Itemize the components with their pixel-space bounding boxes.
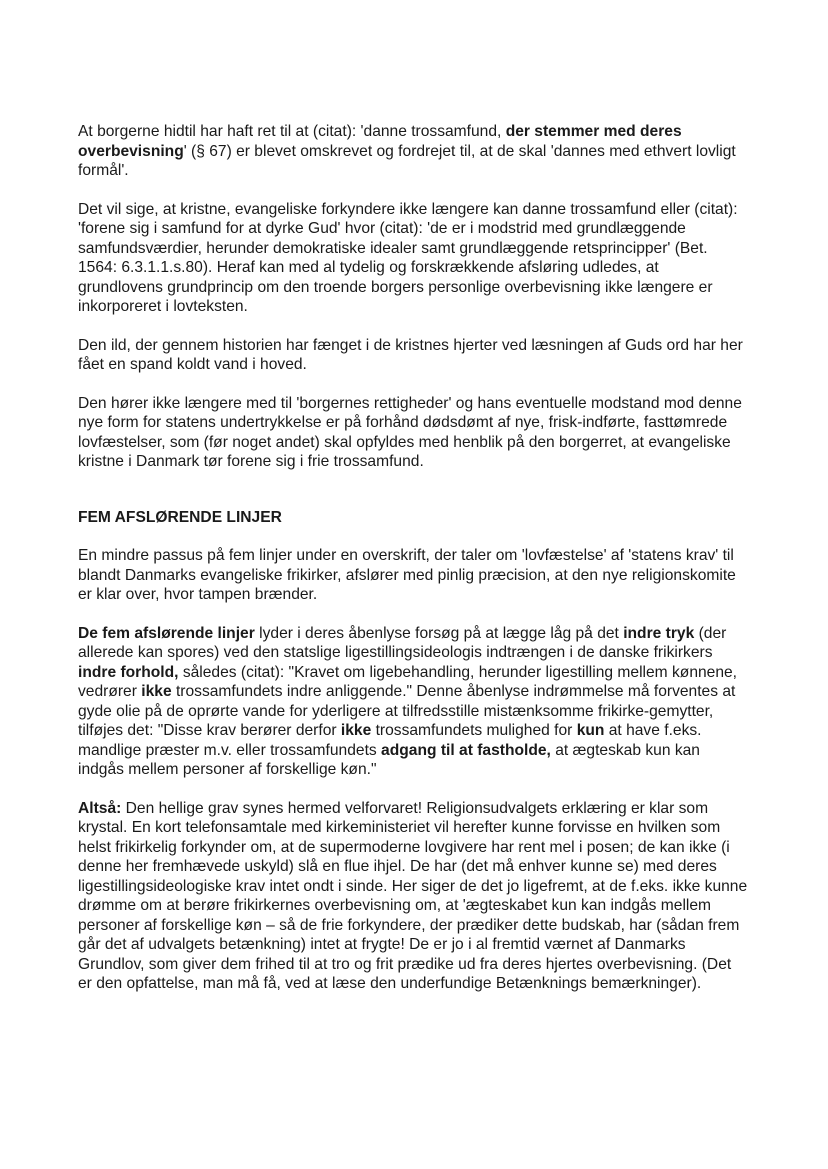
bold-text: der stemmer med deres overbevisning <box>78 123 682 160</box>
text: at ægteskab kun kan indgås mellem personer af forskellige køn." <box>78 741 700 778</box>
text: således (citat): "Kravet om ligebehandling, herunder ligestilling mellem kønnene, vedrører <box>78 663 738 700</box>
text: (der allerede kan spores) ved den statslige ligestillingsideologis indtrængen i de danske frikirkers <box>78 624 727 661</box>
text: Den hellige grav synes hermed velforvaret! Religionsudvalgets erklæring er klar som krystal. En kort telefonsamtale med kirkeministeriet vil herefter kunne forvisse en hvilken som helst frikirkelig forkynder om, at de supermoderne lovgivere har rent mel i posen; de kan ikke (i denne her fremhævede uskyld) slå en flue ihjel. De har (det må enhver kunne se) med deres ligestillingsideologiske krav intet ondt i sinde. Her siger de det jo ligefremt, at de f.eks. ikke kunne drømme om at berøre frikirkernes overbevisning om, at 'ægteskabet kun kan indgås mellem personer af forskellige køn – så de frie forkyndere, der prædiker dette budskab, har (sådan frem går det af udvalgets betænkning) intet at frygte! De er jo i al fremtid værnet af Danmarks Grundlov, som giver dem frihed til at tro og frit prædike ud fra deres hjertes overbevisning. (Det er den opfattelse, man må få, ved at læse den underfundige Betænknings bemærkninger). <box>78 799 748 992</box>
text: At borgerne hidtil har haft ret til at (citat): 'danne trossamfund, <box>78 123 506 140</box>
bold-text: De fem afslørende linjer <box>78 624 255 642</box>
text: ' (§ 67) er blevet omskrevet og fordrejet til, at de skal 'dannes med ethvert lovligt formål'. <box>78 142 736 179</box>
bold-text: ikke <box>141 683 172 700</box>
bold-text: adgang til at fastholde, <box>381 741 551 759</box>
bold-text: indre forhold, <box>78 663 179 681</box>
text: at have f.eks. mandlige præster m.v. eller trossamfundets <box>78 722 702 759</box>
text: lyder i deres åbenlyse forsøg på at lægge låg på det <box>254 624 624 642</box>
bold-text: kun <box>576 722 605 739</box>
paragraph-7 <box>78 799 748 994</box>
paragraph-6 <box>78 624 748 780</box>
text: trossamfundets mulighed for <box>371 722 577 739</box>
paragraph-5: En mindre passus på fem linjer under en overskrift, der taler om 'lovfæstelse' af 'statens krav' til blandt Danmarks evangeliske frikirker, afslører med pinlig præcision, at den nye religionskomite er klar over, hvor tampen brænder. <box>78 547 736 603</box>
bold-text: Altså: <box>78 799 122 817</box>
bold-text: indre tryk <box>623 624 695 642</box>
text: trossamfundets indre anliggende." Denne åbenlyse indrømmelse må forventes at gyde olie på de oprørte vande for yderligere at tilfredsstille mistænksomme frikirke-gemytter, tilføjes det: "Disse krav berører derfor <box>78 683 736 739</box>
paragraph-3: Den ild, der gennem historien har fænget i de kristnes hjerter ved læsningen af Guds ord har her fået en spand koldt vand i hoved. <box>78 336 743 373</box>
bold-text: ikke <box>340 722 372 739</box>
paragraph-2: Det vil sige, at kristne, evangeliske forkyndere ikke længere kan danne trossamfund eller (citat): 'forene sig i samfund for at dyrke Gud' hvor (citat): 'de er i modstrid med grundlæggende samfundsværdier, herunder demokratiske idealer samt grundlæggende retsprincipper' (Bet. 1564: 6.3.1.1.s.80). Heraf kan med al tydelig og forskrækkende afsløring udledes, at grundlovens grundprincip om den troende borgers personlige overbevisning ikke længere er inkorporeret i lovteksten. <box>78 200 738 315</box>
section-heading: FEM AFSLØRENDE LINJER <box>78 508 282 526</box>
paragraph-4: Den hører ikke længere med til 'borgernes rettigheder' og hans eventuelle modstand mod denne nye form for statens undertrykkelse er på forhånd dødsdømt af nye, frisk-indførte, fasttømrede lovfæstelser, som (før noget andet) skal opfyldes med henblik på den borgerret, at evangeliske kristne i Danmark tør forene sig i frie trossamfund. <box>78 394 742 470</box>
paragraph-1 <box>78 122 748 181</box>
document-body <box>78 122 748 1013</box>
